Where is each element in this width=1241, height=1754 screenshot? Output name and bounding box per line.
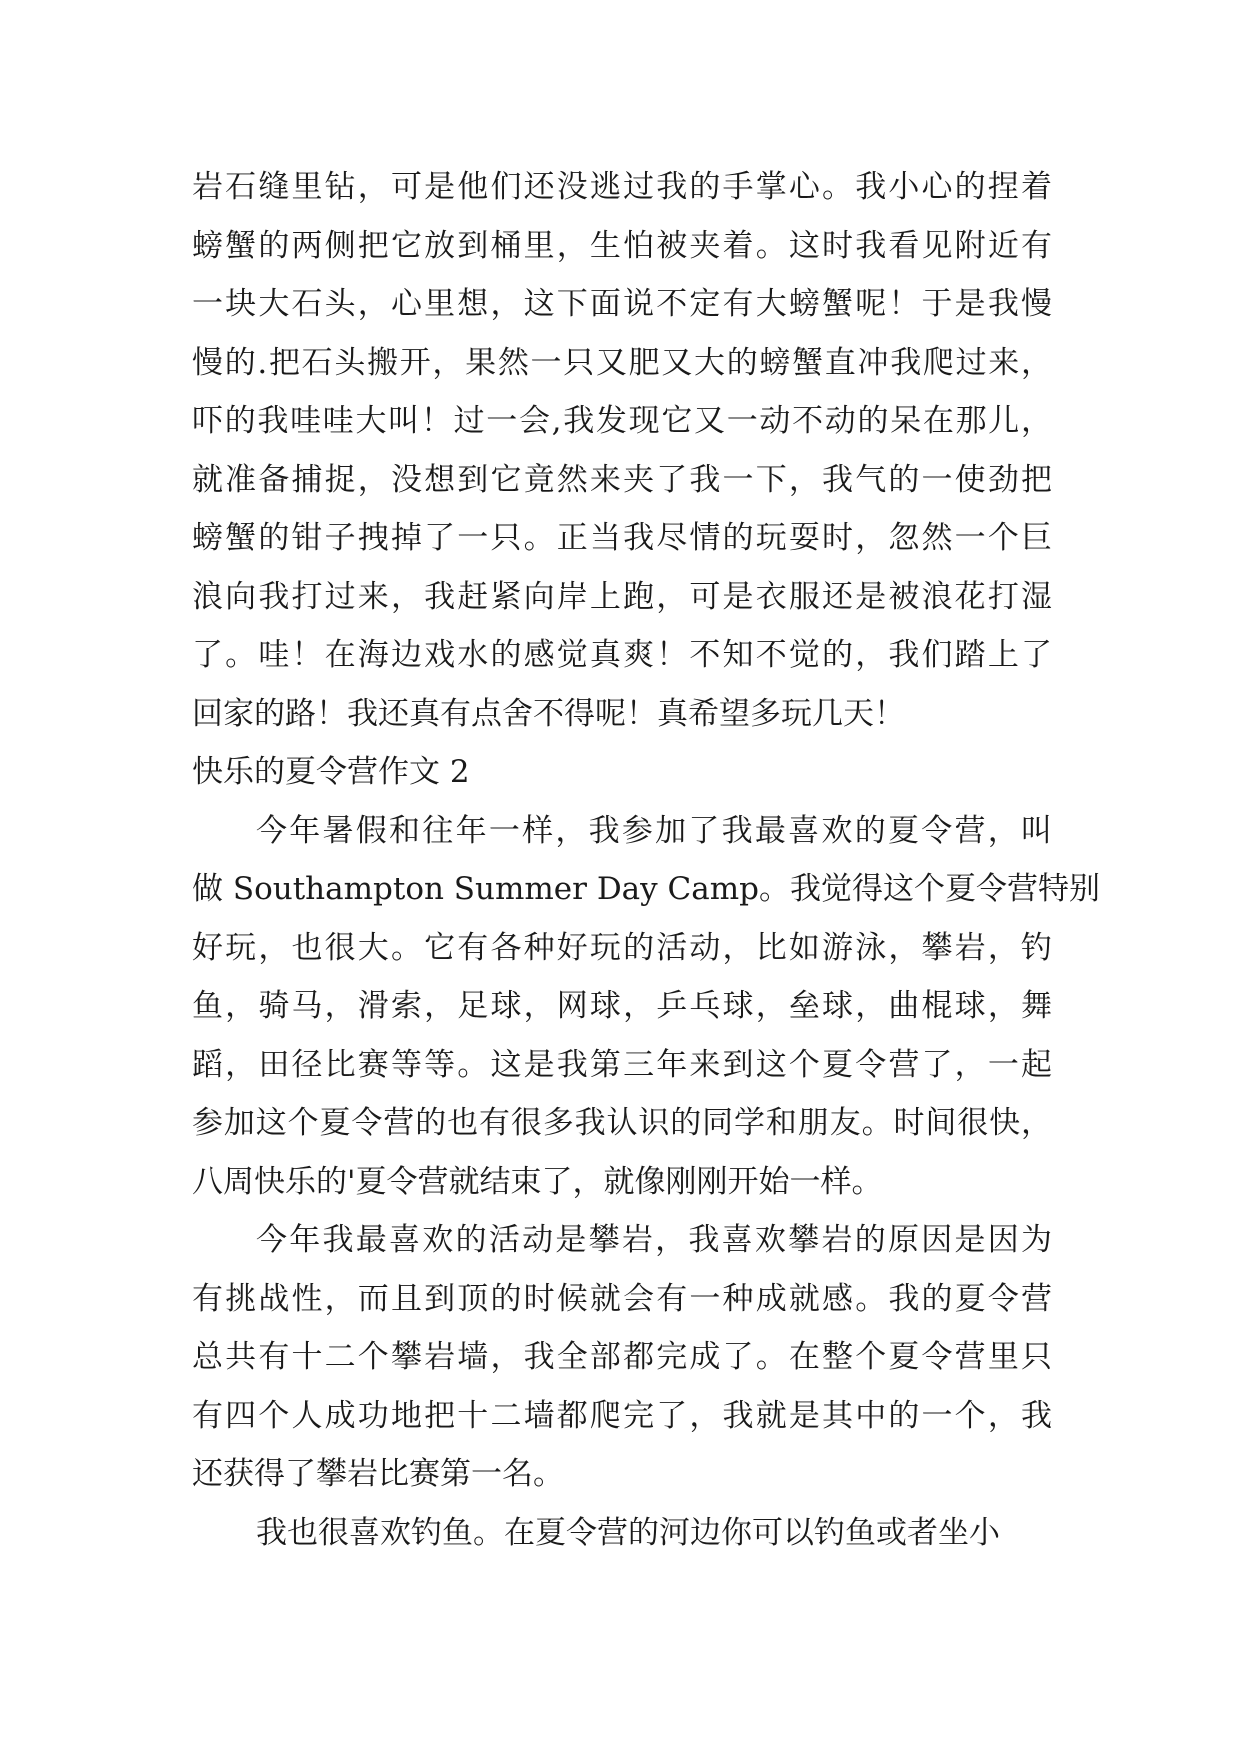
text-line: 就准备捕捉，没想到它竟然来夹了我一下，我气的一使劲把 xyxy=(192,461,1052,498)
text-line: 一块大石头，心里想，这下面说不定有大螃蟹呢！于是我慢 xyxy=(192,286,1052,322)
text-line: 慢的.把石头搬开，果然一只又肥又大的螃蟹直冲我爬过来， xyxy=(192,344,1052,381)
paragraph xyxy=(192,158,1052,743)
text-line: 螃蟹的两侧把它放到桶里，生怕被夹着。这时我看见附近有 xyxy=(192,227,1052,264)
text-line: 好玩，也很大。它有各种好玩的活动，比如游泳，攀岩，钓 xyxy=(192,929,1052,966)
text-line: 总共有十二个攀岩墙，我全部都完成了。在整个夏令营里只 xyxy=(192,1339,1052,1375)
text-line: 吓的我哇哇大叫！过一会,我发现它又一动不动的呆在那儿， xyxy=(192,403,1052,439)
text-line: 岩石缝里钻，可是他们还没逃过我的手掌心。我小心的捏着 xyxy=(192,169,1052,205)
paragraph xyxy=(192,802,1100,1212)
text-line: 八周快乐的'夏令营就结束了，就像刚刚开始一样。 xyxy=(192,1163,883,1200)
heading-text: 快乐的夏令营作文 2 xyxy=(192,754,470,790)
text-line: 还获得了攀岩比赛第一名。 xyxy=(192,1456,564,1492)
text-line: 我也很喜欢钓鱼。在夏令营的河边你可以钓鱼或者坐小 xyxy=(256,1514,1000,1551)
text-line: 参加这个夏令营的也有很多我认识的同学和朋友。时间很快， xyxy=(192,1105,1052,1141)
text-line: 今年暑假和往年一样，我参加了我最喜欢的夏令营，叫 xyxy=(256,812,1052,849)
text-line: 做 Southampton Summer Day Camp。我觉得这个夏令营特别 xyxy=(192,871,1100,907)
document-body xyxy=(192,158,1100,1562)
paragraph xyxy=(192,1504,1052,1563)
text-line: 螃蟹的钳子拽掉了一只。正当我尽情的玩耍时，忽然一个巨 xyxy=(192,520,1052,556)
text-line: 鱼，骑马，滑索，足球，网球，乒乓球，垒球，曲棍球，舞 xyxy=(192,988,1052,1024)
text-line: 有四个人成功地把十二墙都爬完了，我就是其中的一个，我 xyxy=(192,1397,1052,1434)
text-line: 了。哇！在海边戏水的感觉真爽！不知不觉的，我们踏上了 xyxy=(192,637,1052,673)
text-line: 回家的路！我还真有点舍不得呢！真希望多玩几天！ xyxy=(192,695,905,732)
text-line: 蹈，田径比赛等等。这是我第三年来到这个夏令营了，一起 xyxy=(192,1046,1052,1083)
text-line: 浪向我打过来，我赶紧向岸上跑，可是衣服还是被浪花打湿 xyxy=(192,578,1052,615)
text-line: 今年我最喜欢的活动是攀岩，我喜欢攀岩的原因是因为 xyxy=(256,1222,1052,1258)
section-heading xyxy=(192,743,1052,802)
text-line: 有挑战性，而且到顶的时候就会有一种成就感。我的夏令营 xyxy=(192,1280,1052,1317)
paragraph xyxy=(192,1211,1052,1504)
